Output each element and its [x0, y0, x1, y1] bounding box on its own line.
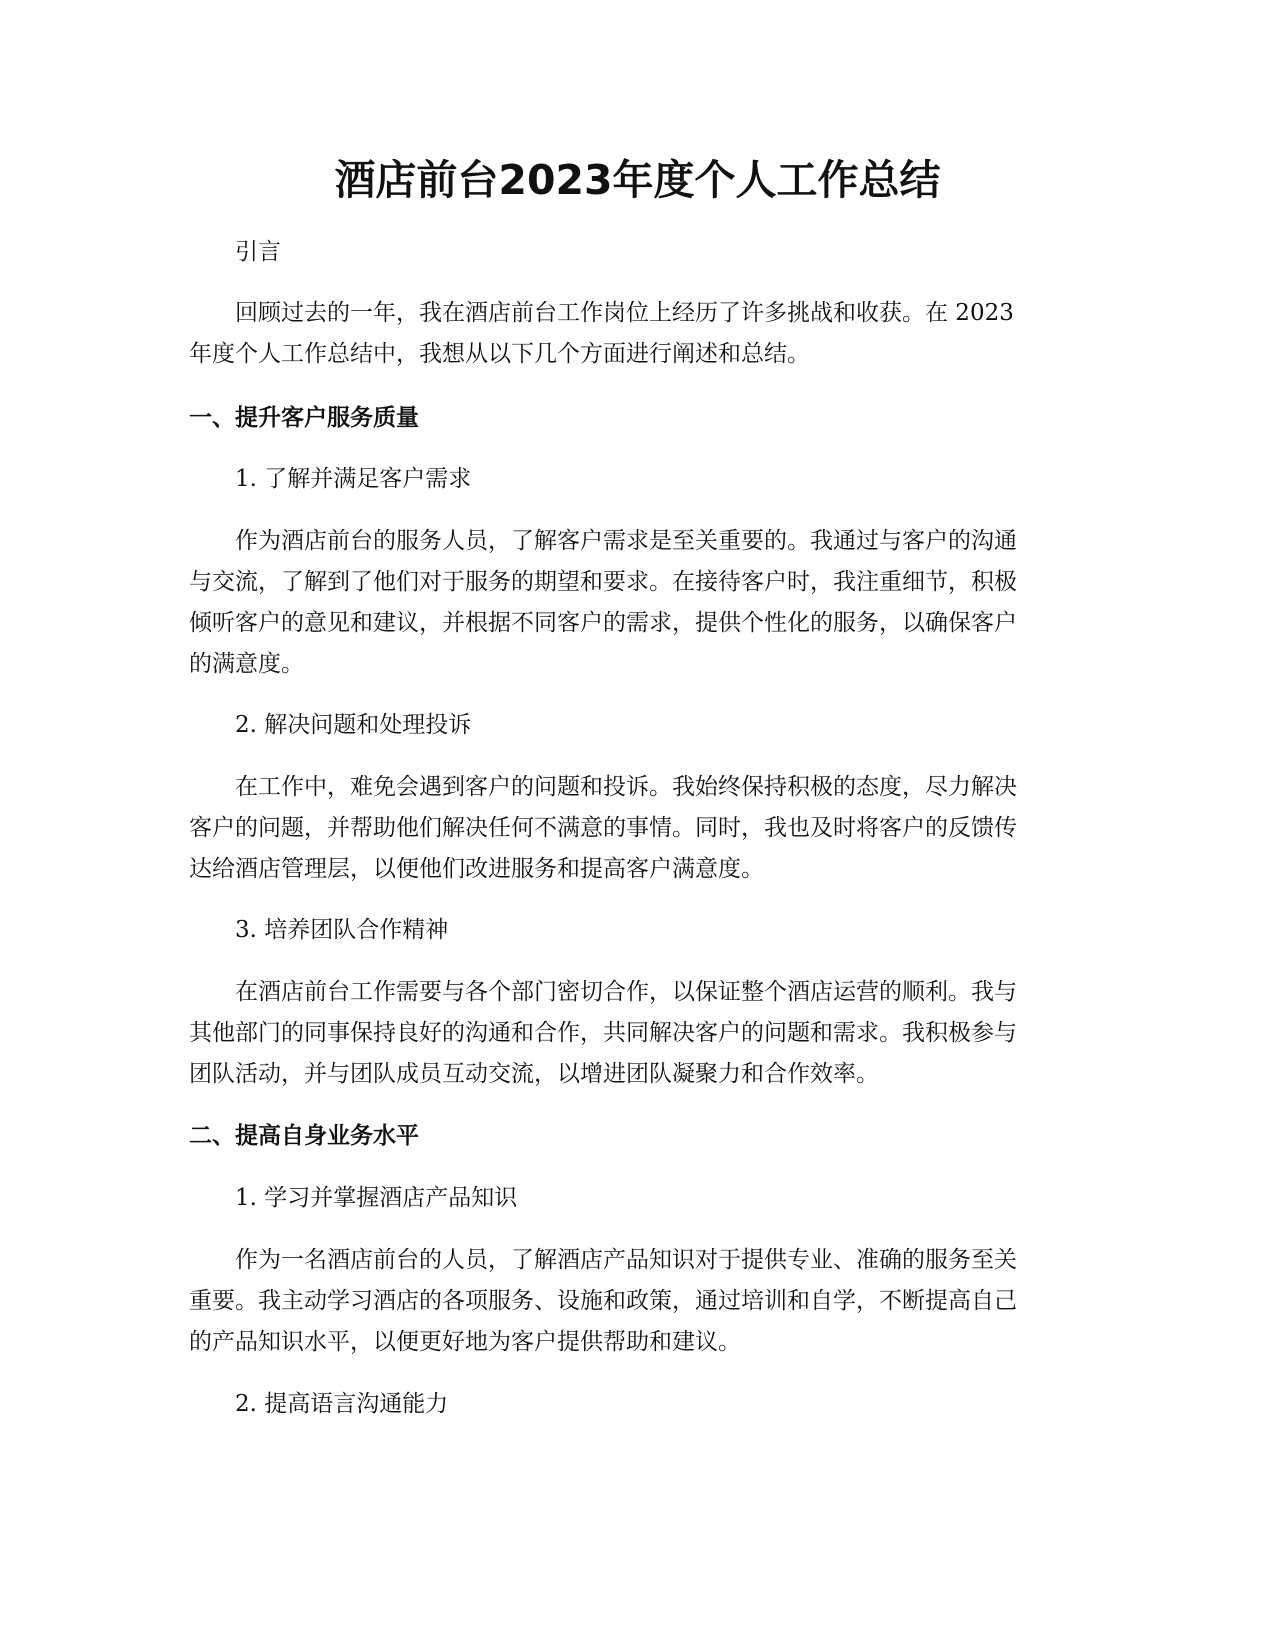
section-2-item-1-label: 1. 学习并掌握酒店产品知识: [235, 1185, 518, 1211]
paragraph-line: 达给酒店管理层，以便他们改进服务和提高客户满意度。: [189, 856, 764, 882]
paragraph-line: 客户的问题，并帮助他们解决任何不满意的事情。同时，我也及时将客户的反馈传: [189, 815, 1017, 841]
intro-paragraph: [189, 293, 1086, 375]
section-2-item-2-label: 2. 提高语言沟通能力: [235, 1391, 449, 1417]
paragraph-line: 作为酒店前台的服务人员，了解客户需求是至关重要的。我通过与客户的沟通: [235, 528, 1017, 554]
section-1-item-1-label: 1. 了解并满足客户需求: [235, 466, 472, 492]
document-title: 酒店前台2023年度个人工作总结: [334, 156, 941, 204]
paragraph-line: 其他部门的同事保持良好的沟通和合作，共同解决客户的问题和需求。我积极参与: [189, 1020, 1017, 1046]
section-1-item-1-paragraph: [189, 521, 1086, 685]
intro-line: 年度个人工作总结中，我想从以下几个方面进行阐述和总结。: [189, 341, 810, 367]
intro-label: 引言: [235, 239, 281, 265]
section-1-heading: 一、提升客户服务质量: [189, 405, 419, 431]
paragraph-line: 与交流，了解到了他们对于服务的期望和要求。在接待客户时，我注重细节，积极: [189, 569, 1017, 595]
section-1-item-2-label: 2. 解决问题和处理投诉: [235, 712, 472, 738]
paragraph-line: 在工作中，难免会遇到客户的问题和投诉。我始终保持积极的态度，尽力解决: [235, 774, 1017, 800]
paragraph-line: 作为一名酒店前台的人员，了解酒店产品知识对于提供专业、准确的服务至关: [235, 1247, 1017, 1273]
intro-line: 回顾过去的一年，我在酒店前台工作岗位上经历了许多挑战和收获。在 2023: [235, 300, 1014, 326]
paragraph-line: 在酒店前台工作需要与各个部门密切合作，以保证整个酒店运营的顺利。我与: [235, 979, 1017, 1005]
paragraph-line: 重要。我主动学习酒店的各项服务、设施和政策，通过培训和自学，不断提高自己: [189, 1288, 1017, 1314]
section-1-item-3-label: 3. 培养团队合作精神: [235, 917, 449, 943]
paragraph-line: 倾听客户的意见和建议，并根据不同客户的需求，提供个性化的服务，以确保客户: [189, 610, 1017, 636]
paragraph-line: 的产品知识水平，以便更好地为客户提供帮助和建议。: [189, 1329, 741, 1355]
section-1-item-2-paragraph: [189, 767, 1086, 890]
paragraph-line: 团队活动，并与团队成员互动交流，以增进团队凝聚力和合作效率。: [189, 1061, 879, 1087]
section-2-item-1-paragraph: [189, 1240, 1086, 1363]
section-1-item-3-paragraph: [189, 972, 1086, 1095]
paragraph-line: 的满意度。: [189, 651, 304, 677]
section-2-heading: 二、提高自身业务水平: [189, 1123, 419, 1149]
